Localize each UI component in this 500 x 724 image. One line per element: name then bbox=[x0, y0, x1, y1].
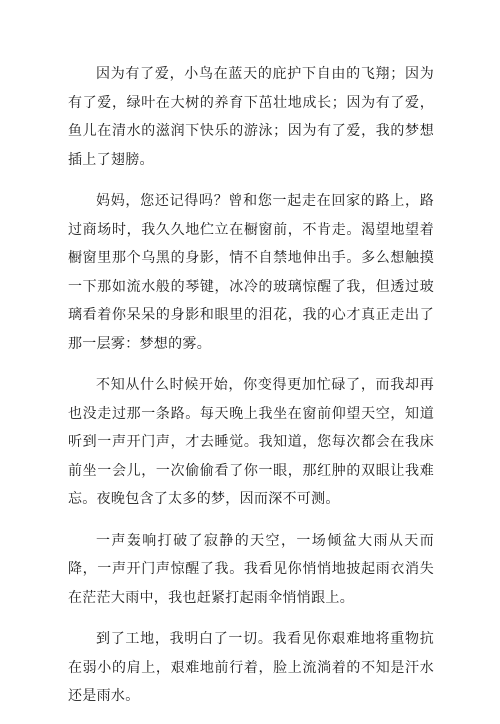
paragraph-3: 不知从什么时候开始，你变得更加忙碌了，而我却再也没走过那一条路。每天晚上我坐在窗前仰望天空，知道听到一声开门声，才去睡觉。我知道，您每次都会在我床前坐一会儿，一次偷偷看了你一眼，那红肿的双眼让我难忘。夜晚包含了太多的梦，因而深不可测。 bbox=[68, 377, 434, 507]
article-body bbox=[68, 60, 434, 724]
paragraph-5: 到了工地，我明白了一切。我看见你艰难地将重物抗在弱小的肩上，艰难地前行着，脸上流淌着的不知是汗水还是雨水。 bbox=[68, 631, 434, 704]
paragraph-1: 因为有了爱，小鸟在蓝天的庇护下自由的飞翔；因为有了爱，绿叶在大树的养育下茁壮地成长；因为有了爱，鱼儿在清水的滋润下快乐的游泳；因为有了爱，我的梦想插上了翅膀。 bbox=[68, 66, 434, 168]
paragraph-2: 妈妈，您还记得吗？曾和您一起走在回家的路上，路过商场时，我久久地伫立在橱窗前，不肯走。渴望地望着橱窗里那个乌黑的身影，情不自禁地伸出手。多么想触摸一下那如流水般的琴键，冰冷的玻璃惊醒了我，但透过玻璃看着你呆呆的身影和眼里的泪花，我的心才真正走出了那一层雾：梦想的雾。 bbox=[68, 193, 434, 352]
paragraph-4: 一声轰响打破了寂静的天空，一场倾盆大雨从天而降，一声开门声惊醒了我。我看见你悄悄地披起雨衣消失在茫茫大雨中，我也赶紧打起雨伞悄悄跟上。 bbox=[68, 532, 434, 606]
